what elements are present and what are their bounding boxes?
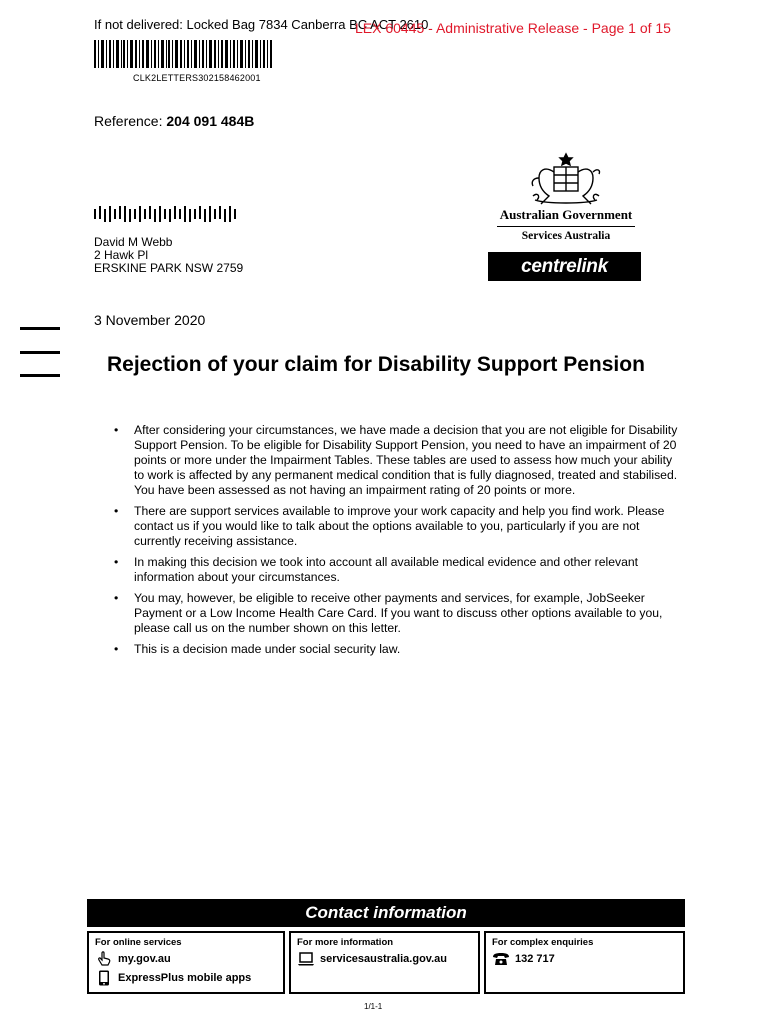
letter-heading: Rejection of your claim for Disability Support Pension [107,353,645,376]
decision-point: • This is a decision made under social security law. [111,642,681,657]
recipient-locality: ERSKINE PARK NSW 2759 [94,261,244,275]
complex-enquiries-title: For complex enquiries [492,937,594,948]
agency-name: Services Australia [521,230,611,242]
reference-value: 204 091 484B [166,113,255,129]
coat-of-arms-icon [527,152,605,208]
decision-point: • After considering your circumstances, we have made a decision that you are not eligible for Disability Support Pension. To be eligible for Disability Support Pension, you need to have an impairment of 20 points or more under the Impairment Tables. These tables are used to assess how much your ability to work is affected by any permanent medical condition that is fully diagnosed, treated and stabilised. You have been assessed as not having an impairment rating of 20 points or more. [111,423,681,498]
return-address: If not delivered: Locked Bag 7834 Canberra BC ACT 2610 [94,17,429,32]
menu-bar [20,327,60,330]
page-number: 1/1-1 [364,1002,383,1011]
recipient-street: 2 Hawk Pl [94,248,149,262]
decision-point: • There are support services available to improve your work capacity and help you find work. Please contact us if you would like to talk about the options available to you, particularly if you are not currently receiving assistance. [111,504,681,549]
online-services-box [87,931,285,994]
menu-icon[interactable] [20,327,60,379]
apps-label: ExpressPlus mobile apps [118,972,252,984]
letter-date: 3 November 2020 [94,312,206,328]
centrelink-logo: centrelink [488,252,641,281]
mygov-row [95,951,277,967]
complex-enquiries-box [484,931,685,994]
decision-point: • In making this decision we took into account all available medical evidence and other relevant information about your circumstances. [111,555,681,585]
menu-bar [20,374,60,377]
branding-divider [497,226,635,227]
laptop-icon [297,951,315,967]
release-stamp: LEX 60445 - Administrative Release - Page 1 of 15 [355,20,671,36]
decision-points [111,423,681,663]
mygov-link[interactable]: my.gov.au [118,953,171,965]
phone-row [492,951,677,967]
menu-bar [20,351,60,354]
contact-information-heading: Contact information [87,899,685,927]
government-name: Australian Government [499,207,633,222]
more-information-title: For more information [297,937,394,948]
website-link[interactable]: servicesaustralia.gov.au [320,953,447,965]
mail-barcode [94,40,272,68]
recipient-name: David M Webb [94,235,173,249]
reference-label: Reference: [94,113,167,129]
postal-barcode [94,206,239,222]
mobile-phone-icon [95,970,113,986]
touch-icon [95,951,113,967]
barcode-number: CLK2LETTERS302158462001 [133,73,261,83]
more-information-box [289,931,480,994]
phone-number[interactable]: 132 717 [515,953,555,965]
website-row [297,951,472,967]
decision-point: • You may, however, be eligible to receive other payments and services, for example, JobSeeker Payment or a Low Income Health Care Card. If you want to discuss other options available to you, please call us on the number shown on this letter. [111,591,681,636]
telephone-icon [492,951,510,967]
recipient-address [94,236,243,275]
online-services-title: For online services [95,937,182,948]
reference-number [94,113,254,129]
apps-row [95,970,277,986]
